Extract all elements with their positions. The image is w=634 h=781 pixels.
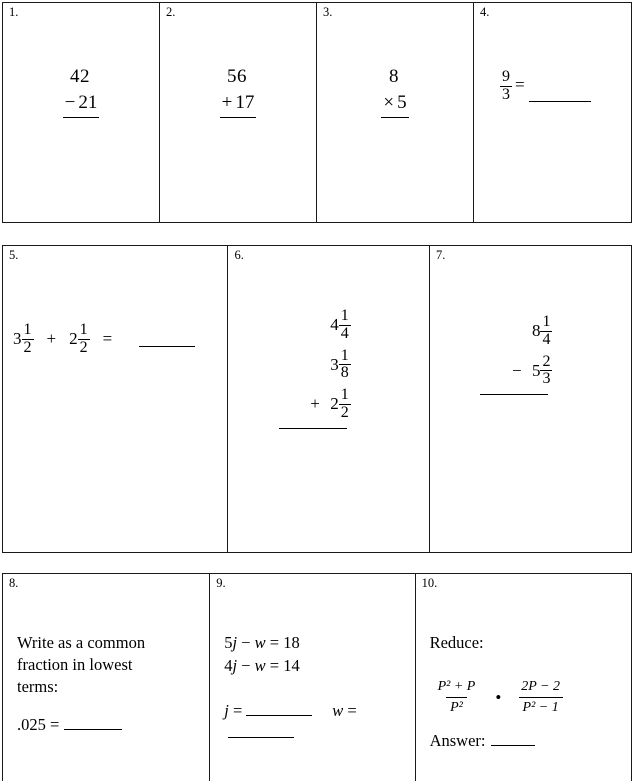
variable-j-9b: j (232, 655, 238, 675)
problem-cell-3 (317, 3, 474, 222)
operand-bottom-row-2 (220, 91, 257, 118)
problem-cell-8 (3, 574, 210, 781)
operand-top-1: 42 (70, 66, 90, 87)
problem-number-2: 2. (166, 5, 176, 19)
algebraic-fraction-10b (517, 678, 564, 716)
fraction-5a (22, 322, 34, 357)
fraction-equation-4 (500, 69, 591, 104)
answer-rule-7 (480, 394, 548, 395)
answer-blank-10[interactable] (491, 745, 535, 746)
fraction-numerator-6a: 1 (340, 307, 349, 324)
problem-cell-9 (210, 574, 415, 781)
operand-bottom-3: 5 (397, 91, 407, 113)
fraction-denominator-5a: 2 (23, 338, 32, 356)
problem-cell-4 (474, 3, 631, 222)
operand-row-7a (474, 314, 586, 349)
fraction-numerator-10b: 2P − 2 (521, 679, 561, 694)
problem-number-9: 9. (216, 576, 226, 590)
answer-line-8 (17, 714, 122, 736)
answer-blank-w[interactable] (228, 737, 294, 738)
equals-sign-9a: = (269, 633, 280, 652)
problem-number-8: 8. (9, 576, 19, 590)
problem-number-4: 4. (480, 5, 490, 19)
operand-top-3: 8 (389, 66, 399, 87)
problem-cell-2 (160, 3, 317, 222)
whole-part-6a: 4 (330, 315, 339, 335)
problem-number-7: 7. (436, 248, 446, 262)
fraction-4 (500, 69, 512, 104)
equation-9b (224, 655, 299, 678)
decimal-value-8: .025 = (17, 715, 60, 734)
fraction-denominator-7b: 3 (542, 370, 551, 388)
whole-part-7b: 5 (531, 360, 541, 380)
answer-line-9 (224, 700, 414, 744)
operator-symbol-7b: − (511, 360, 522, 380)
worksheet-row-3 (2, 573, 632, 781)
multiplication-dot-icon: • (495, 687, 502, 707)
mixed-number-7a (532, 314, 553, 349)
answer-blank-8[interactable] (64, 729, 122, 730)
fraction-6c (339, 387, 351, 422)
fraction-5b (78, 322, 90, 357)
answer-label-10: Answer: (429, 731, 486, 750)
vertical-arithmetic-1 (3, 65, 159, 118)
whole-part-6b: 3 (330, 354, 339, 374)
equals-sign-5: = (102, 329, 113, 349)
fraction-numerator-5a: 1 (23, 321, 32, 338)
fraction-numerator-5b: 1 (79, 321, 88, 338)
fraction-denominator-6c: 2 (340, 403, 349, 421)
rational-expression-10 (434, 678, 564, 716)
operator-symbol-3: × (383, 91, 395, 113)
whole-part-5a: 3 (13, 329, 22, 349)
problem-number-5: 5. (9, 248, 19, 262)
value-9a: 18 (283, 633, 300, 652)
operand-top-2: 56 (227, 66, 247, 87)
fraction-numerator-6c: 1 (340, 386, 349, 404)
fraction-denominator-10a: P² (446, 697, 467, 717)
answer-variable-w-label: w (332, 701, 344, 720)
whole-part-5b: 2 (69, 329, 78, 349)
operand-row-7b (474, 354, 586, 389)
answer-line-10 (430, 730, 536, 752)
vertical-arithmetic-3 (317, 65, 473, 118)
worksheet-row-2 (2, 245, 632, 553)
problem-number-10: 10. (421, 576, 438, 590)
answer-blank-4[interactable] (529, 101, 591, 102)
operand-bottom-1: 21 (78, 91, 98, 113)
plus-sign-5: + (46, 329, 57, 349)
answer-equals-w: = (347, 701, 357, 720)
operator-symbol-1: − (64, 91, 76, 113)
fraction-numerator-7a: 1 (542, 313, 551, 330)
problem-cell-1 (3, 3, 160, 222)
variable-j-9a: j (232, 633, 238, 652)
fraction-7b (540, 354, 552, 389)
answer-equals-j: = (232, 701, 243, 720)
worksheet-row-1 (2, 2, 632, 223)
mixed-number-5a (13, 322, 34, 357)
mixed-number-7b (532, 354, 553, 389)
variable-w-9a: w (254, 633, 266, 652)
problem-number-1: 1. (9, 5, 19, 19)
addend-row-6b (273, 348, 385, 383)
operator-symbol-6c: + (310, 394, 320, 414)
fraction-denominator-6a: 4 (340, 324, 349, 342)
problem-prompt-8: Write as a common fraction in lowest terms: (17, 633, 146, 696)
mixed-number-6c (330, 387, 351, 422)
answer-variable-j-label: j (224, 701, 229, 720)
fraction-numerator-4: 9 (502, 68, 510, 85)
fraction-numerator-10a: P² + P (437, 679, 476, 694)
answer-blank-j[interactable] (246, 715, 312, 716)
fraction-6b (339, 348, 351, 383)
operand-bottom-2: 17 (235, 91, 255, 113)
fraction-6a (339, 308, 351, 343)
operand-bottom-row-1 (63, 91, 100, 118)
problem-number-6: 6. (234, 248, 244, 262)
mixed-number-column-6 (228, 308, 429, 429)
whole-part-6c: 2 (330, 394, 339, 414)
equation-list-9 (224, 632, 299, 678)
addend-row-6c (273, 387, 385, 422)
operator-symbol-2: + (221, 91, 233, 113)
operand-bottom-row-3 (381, 91, 408, 118)
equals-sign-4: = (515, 75, 525, 94)
mixed-number-6b (330, 348, 351, 383)
operator-9a: − (241, 633, 251, 652)
variable-w-9b: w (254, 655, 266, 675)
mixed-number-6a (330, 308, 351, 343)
fraction-denominator-4: 3 (502, 85, 510, 103)
coefficient-9b: 4 (224, 655, 233, 675)
mixed-number-column-7 (430, 314, 631, 395)
problem-number-3: 3. (323, 5, 333, 19)
problem-cell-5 (3, 246, 228, 552)
addend-row-6a (273, 308, 385, 343)
problem-cell-6 (228, 246, 430, 552)
problem-prompt-10: Reduce: (429, 633, 484, 652)
mixed-number-equation-5 (13, 322, 195, 357)
value-9b: 14 (283, 655, 300, 675)
problem-cell-7 (430, 246, 631, 552)
coefficient-9a: 5 (224, 633, 233, 652)
answer-rule-6 (279, 428, 347, 429)
operator-9b: − (241, 655, 251, 675)
fraction-numerator-6b: 1 (340, 346, 349, 364)
fraction-denominator-6b: 8 (340, 364, 349, 382)
whole-part-7a: 8 (531, 321, 541, 341)
fraction-numerator-7b: 2 (542, 352, 551, 370)
equals-sign-9b: = (269, 655, 280, 675)
fraction-denominator-5b: 2 (79, 338, 88, 356)
fraction-denominator-10b: P² − 1 (519, 697, 563, 717)
answer-blank-5[interactable] (139, 346, 195, 347)
vertical-arithmetic-2 (160, 65, 316, 118)
equation-9a (224, 632, 299, 655)
problem-cell-10 (416, 574, 631, 781)
fraction-7a (540, 314, 552, 349)
mixed-number-5b (69, 322, 90, 357)
fraction-denominator-7a: 4 (542, 330, 551, 348)
algebraic-fraction-10a (434, 678, 480, 716)
